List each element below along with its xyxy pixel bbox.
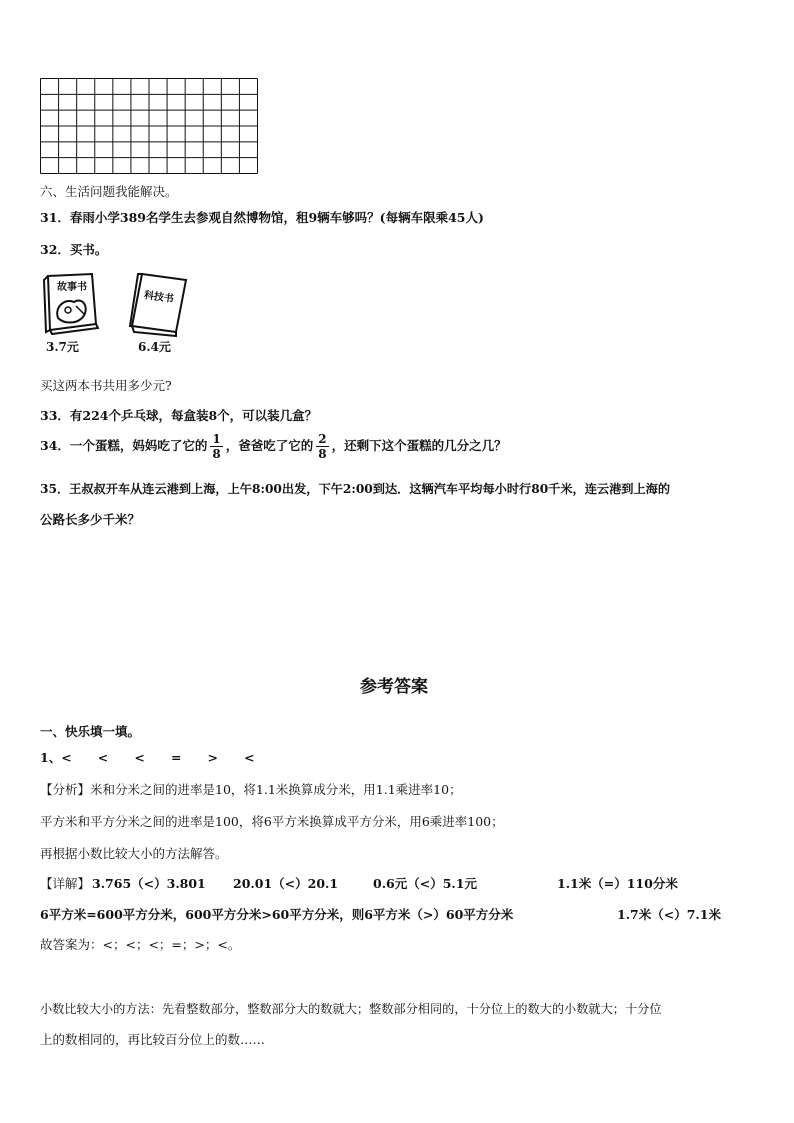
question-35-line2: 公路长多少千米？ (40, 512, 141, 527)
detail-1d: 1.1米（=）110分米 (557, 876, 678, 891)
writing-grid (40, 78, 258, 174)
method-line-1: 小数比较大小的方法：先看整数部分，整数部分大的数就大；整数部分相同的，十分位上的数大的小数就大；十分位 (40, 1002, 662, 1016)
detail-1a: 3.765（<）3.801 (92, 876, 206, 891)
answer-1: 1、< < < = > < (40, 750, 255, 765)
q34-part3: ，还剩下这个蛋糕的几分之几？ (331, 438, 507, 453)
q34-part2: ，爸爸吃了它的 (225, 438, 314, 453)
answers-title: 参考答案 (360, 677, 428, 697)
question-34 (40, 432, 507, 461)
book1-price: 3.7元 (46, 340, 79, 354)
analysis-line-3: 再根据小数比较大小的方法解答。 (40, 846, 228, 861)
section-6-heading: 六、生活问题我能解决。 (40, 184, 178, 199)
story-book-icon (40, 270, 100, 339)
fraction-two-eighths: $\frac{2}{8}$ (318, 432, 327, 461)
detail-2a: 6平方米=600平方分米，600平方分米>60平方分米，则6平方米（>）60平方分米 (40, 907, 514, 922)
fraction-one-eighth: $\frac{1}{8}$ (212, 432, 221, 461)
detail-2b: 1.7米（<）7.1米 (617, 907, 721, 922)
answers-section-1: 一、快乐填一填。 (40, 724, 141, 739)
analysis-line-1: 【分析】米和分米之间的进率是10，将1.1米换算成分米，用1.1乘进率10； (40, 782, 462, 797)
method-line-2: 上的数相同的，再比较百分位上的数…… (40, 1032, 266, 1047)
svg-text:科技书: 科技书 (143, 290, 175, 306)
question-31: 31．春雨小学389名学生去参观自然博物馆，租9辆车够吗？(每辆车限乘45人) (40, 210, 484, 225)
question-33: 33．有224个乒乓球，每盒装8个，可以装几盒？ (40, 408, 318, 423)
book2-price: 6.4元 (138, 340, 171, 354)
detail-label: 【详解】 (40, 876, 91, 891)
detail-1b: 20.01（<）20.1 (233, 876, 339, 891)
conclusion: 故答案为：<；<；<；=；>；<。 (40, 937, 241, 952)
svg-text:故事书: 故事书 (57, 282, 87, 293)
analysis-line-2: 平方米和平方分米之间的进率是100，将6平方米换算成平方分米，用6乘进率100； (40, 814, 504, 829)
detail-1c: 0.6元（<）5.1元 (373, 876, 477, 891)
question-32: 32．买书。 (40, 242, 108, 257)
q34-part1: 34．一个蛋糕，妈妈吃了它的 (40, 438, 208, 453)
science-book-icon (128, 270, 190, 341)
question-32-prompt: 买这两本书共用多少元? (40, 378, 172, 393)
question-35-line1: 35．王叔叔开车从连云港到上海，上午8:00出发，下午2:00到达．这辆汽车平均每小时行80千米，连云港到上海的 (40, 482, 671, 496)
